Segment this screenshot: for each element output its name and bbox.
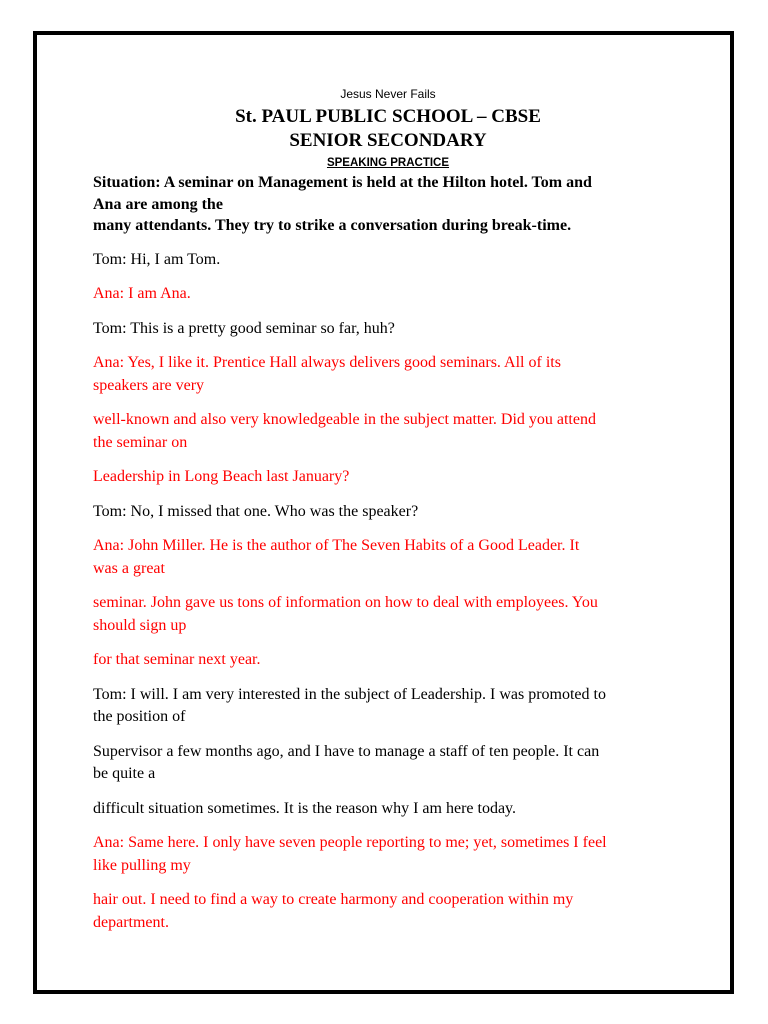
line-text: department. bbox=[93, 913, 169, 931]
line-text: difficult situation sometimes. It is the reason why I am here today. bbox=[93, 799, 517, 817]
line-text: Supervisor a few months ago, and I have to manage a staff of ten people. It can bbox=[93, 742, 600, 760]
dialogue-line-ana bbox=[93, 283, 683, 306]
dialogue-line-tom bbox=[93, 501, 683, 524]
dialogue-line-ana bbox=[93, 409, 683, 454]
line-text: speakers are very bbox=[93, 376, 205, 394]
dialogue-line-ana bbox=[93, 832, 683, 877]
line-text: was a great bbox=[93, 559, 165, 577]
line-text: like pulling my bbox=[93, 856, 191, 874]
line-text: Tom: I will. I am very interested in the subject of Leadership. I was promoted to bbox=[93, 685, 606, 703]
dialogue-line-tom bbox=[93, 318, 683, 341]
worksheet bbox=[93, 84, 683, 946]
line-text: the seminar on bbox=[93, 433, 188, 451]
line-text: be quite a bbox=[93, 765, 156, 782]
line-text: Ana: John Miller. He is the author of The Seven Habits of a Good Leader. It bbox=[93, 537, 580, 554]
line-text: Ana: I am Ana. bbox=[93, 285, 191, 302]
situation-line: Situation: A seminar on Management is held at the Hilton hotel. Tom and bbox=[93, 174, 592, 191]
situation-line: Ana are among the bbox=[93, 195, 223, 213]
situation-text bbox=[93, 172, 683, 237]
dialogue-line-tom bbox=[93, 684, 683, 729]
line-text: Ana: Yes, I like it. Prentice Hall always delivers good seminars. All of its bbox=[93, 354, 561, 371]
line-text: for that seminar next year. bbox=[93, 651, 261, 668]
dialogue bbox=[93, 249, 683, 935]
motto: Jesus Never Fails bbox=[340, 87, 436, 101]
school-name: St. PAUL PUBLIC SCHOOL – CBSE bbox=[235, 106, 541, 127]
line-text: Tom: Hi, I am Tom. bbox=[93, 250, 221, 268]
line-text: well-known and also very knowledgeable in the subject matter. Did you attend bbox=[93, 411, 596, 428]
situation-line: many attendants. They try to strike a conversation during break-time. bbox=[93, 217, 572, 234]
dialogue-line-ana bbox=[93, 889, 683, 934]
dialogue-line-ana bbox=[93, 649, 683, 672]
line-text: the position of bbox=[93, 708, 186, 725]
dialogue-line-tom bbox=[93, 741, 683, 786]
line-text: Tom: This is a pretty good seminar so far, huh? bbox=[93, 319, 395, 337]
line-text: should sign up bbox=[93, 616, 187, 634]
line-text: seminar. John gave us tons of information on how to deal with employees. You bbox=[93, 594, 598, 611]
dialogue-line-ana bbox=[93, 535, 683, 580]
dialogue-line-ana bbox=[93, 352, 683, 397]
practice-heading: SPEAKING PRACTICE bbox=[326, 157, 450, 169]
dialogue-line-tom bbox=[93, 798, 683, 821]
school-level: SENIOR SECONDARY bbox=[289, 130, 487, 151]
dialogue-line-ana bbox=[93, 466, 683, 489]
line-text: Ana: Same here. I only have seven people reporting to me; yet, sometimes I feel bbox=[93, 834, 607, 851]
line-text: Leadership in Long Beach last January? bbox=[93, 468, 350, 485]
line-text: hair out. I need to find a way to create harmony and cooperation within my bbox=[93, 891, 574, 908]
dialogue-line-tom bbox=[93, 249, 683, 272]
line-text: Tom: No, I missed that one. Who was the speaker? bbox=[93, 502, 419, 520]
dialogue-line-ana bbox=[93, 592, 683, 637]
